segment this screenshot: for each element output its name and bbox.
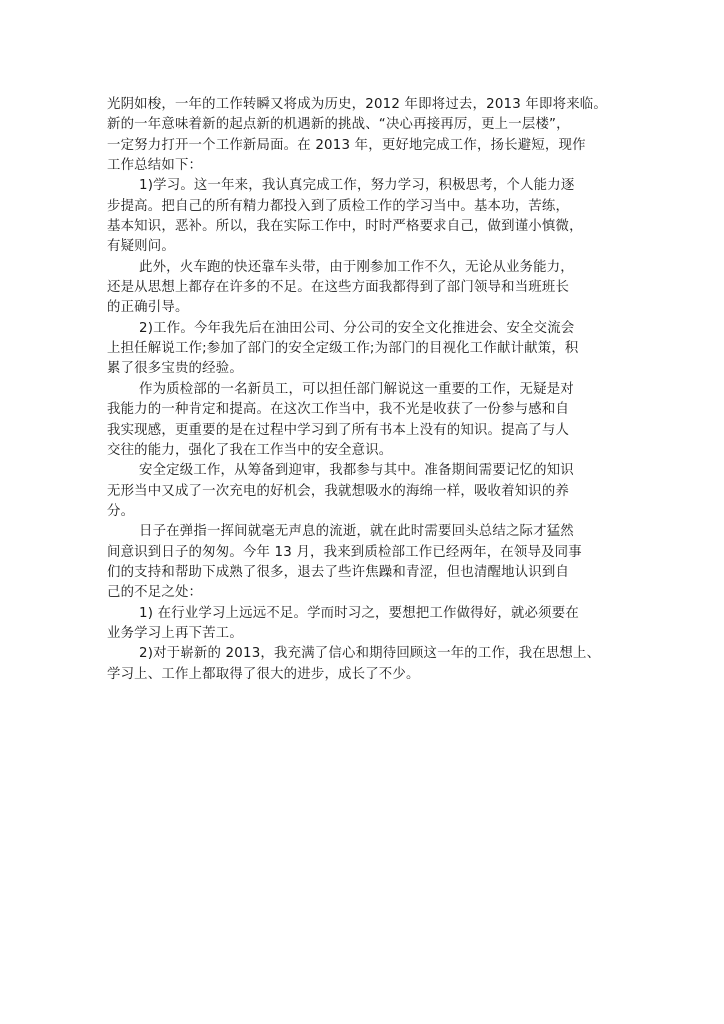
document-body [107,95,627,685]
text-line: 我能力的一种肯定和提高。在这次工作当中，我不光是收获了一份参与感和自 [107,402,570,418]
text-line: 还是从思想上都存在许多的不足。在这些方面我都得到了部门领导和当班班长 [107,280,570,296]
text-line: 步提高。把自己的所有精力都投入到了质检工作的学习当中。基本功，苦练， [107,198,570,214]
text-line: 己的不足之处： [107,585,203,601]
text-line: 新的一年意味着新的起点新的机遇新的挑战、“决心再接再厉，更上一层楼”， [107,117,570,133]
text-line: 无形当中又成了一次充电的好机会，我就想吸水的海绵一样，吸收着知识的养 [107,483,570,499]
text-line: 一定努力打开一个工作新局面。在 2013 年，更好地完成工作，扬长避短，现作 [107,137,586,153]
text-line: 有疑则问。 [107,239,175,255]
text-line: 日子在弹指一挥间就毫无声息的流逝，就在此时需要回头总结之际才猛然 [139,524,574,540]
text-line: 累了很多宝贵的经验。 [107,361,243,377]
text-line: 此外，火车跑的快还靠车头带，由于刚参加工作不久，无论从业务能力， [139,259,574,275]
text-line: 2)工作。今年我先后在油田公司、分公司的安全文化推进会、安全交流会 [139,320,575,336]
text-line: 光阴如梭，一年的工作转瞬又将成为历史，2012 年即将过去，2013 年即将来临。 [107,97,607,112]
text-line: 分。 [107,503,135,519]
text-line: 1)学习。这一年来，我认真完成工作，努力学习，积极思考，个人能力逐 [139,178,575,194]
text-line: 学习上、工作上都取得了很大的进步，成长了不少。 [107,666,420,682]
text-line: 工作总结如下： [107,158,203,174]
text-line: 2)对于崭新的 2013，我充满了信心和期待回顾这一年的工作，我在思想上、 [139,646,601,662]
text-line: 我实现感，更重要的是在过程中学习到了所有书本上没有的知识。提高了与人 [107,422,570,438]
text-line: 们的支持和帮助下成熟了很多，退去了些许焦躁和青涩，但也清醒地认识到自 [107,564,570,580]
text-line: 业务学习上再下苦工。 [107,625,243,641]
text-line: 上担任解说工作;参加了部门的安全定级工作;为部门的目视化工作献计献策，积 [107,341,579,357]
text-line: 交往的能力，强化了我在工作当中的安全意识。 [107,442,393,458]
text-line: 1) 在行业学习上远远不足。学而时习之，要想把工作做得好，就必须要在 [139,605,579,621]
text-line: 间意识到日子的匆匆。今年 13 月，我来到质检部工作已经两年，在领导及同事 [107,544,582,560]
text-line: 作为质检部的一名新员工，可以担任部门解说这一重要的工作，无疑是对 [139,381,574,397]
text-line: 的正确引导。 [107,300,189,316]
text-line: 基本知识，恶补。所以，我在实际工作中，时时严格要求自己，做到谨小慎微， [107,219,583,235]
text-line: 安全定级工作，从筹备到迎审，我都参与其中。准备期间需要记忆的知识 [139,463,574,479]
